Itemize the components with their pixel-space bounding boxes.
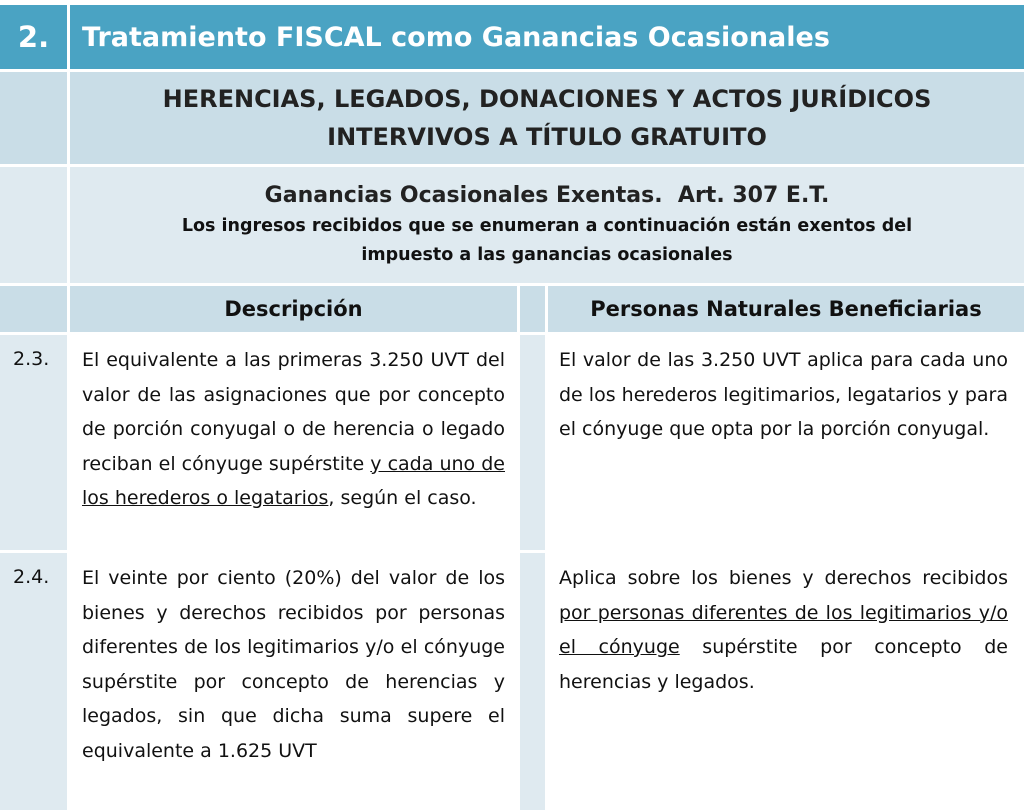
exempt-row	[0, 167, 1024, 283]
row-beneficiaries	[548, 553, 1024, 810]
column-header-num-cell	[0, 286, 67, 332]
row-description	[70, 553, 517, 810]
row-number: 2.3.	[0, 335, 67, 550]
column-header-row	[0, 286, 1024, 332]
row-spacer	[520, 553, 545, 810]
table-row	[0, 553, 1024, 810]
column-header-spacer	[520, 286, 545, 332]
row-beneficiaries	[548, 335, 1024, 550]
page-title: Tratamiento FISCAL como Ganancias Ocasionales	[70, 5, 1024, 69]
row-description-text: El veinte por ciento (20%) del valor de los bienes y derechos recibidos por personas diferentes de los legitimarios y/o el cónyuge supérstite por concepto de herencias y legados, sin que dicha suma supere el equivalente a 1.625 UVT	[82, 567, 505, 762]
header-bar	[0, 5, 1024, 69]
section-number: 2.	[0, 5, 67, 69]
section-title-line2: INTERVIVOS A TÍTULO GRATUITO	[327, 123, 767, 151]
section-title-row	[0, 72, 1024, 164]
table-row	[0, 335, 1024, 550]
section-title-num-cell	[0, 72, 67, 164]
row-spacer	[520, 335, 545, 550]
row-description-tail: , según el caso.	[328, 487, 477, 509]
exempt-cell	[70, 167, 1024, 283]
exempt-num-cell	[0, 167, 67, 283]
section-title-line1: HERENCIAS, LEGADOS, DONACIONES Y ACTOS JURÍDICOS	[162, 85, 932, 113]
exempt-title: Ganancias Ocasionales Exentas. Art. 307 E.T.	[264, 183, 830, 208]
row-beneficiaries-underlined: por personas diferentes de los legitimarios y/o el cónyuge	[559, 601, 1008, 658]
exempt-line1: Los ingresos recibidos que se enumeran a continuación están exentos del	[181, 216, 913, 236]
column-header-beneficiaries: Personas Naturales Beneficiarias	[548, 286, 1024, 332]
section-title-cell	[70, 72, 1024, 164]
column-header-description: Descripción	[70, 286, 517, 332]
row-beneficiaries-text: Aplica sobre los bienes y derechos recibidos	[559, 567, 1008, 589]
row-beneficiaries-tail: supérstite por concepto de herencias y legados.	[559, 636, 1008, 693]
row-beneficiaries-text: El valor de las 3.250 UVT aplica para cada uno de los herederos legitimarios, legatarios y para el cónyuge que opta por la porción conyugal.	[559, 349, 1008, 440]
row-number: 2.4.	[0, 553, 67, 810]
exempt-line2: impuesto a las ganancias ocasionales	[361, 245, 733, 265]
row-description-text: El equivalente a las primeras 3.250 UVT del valor de las asignaciones que por concepto de porción conyugal o de herencia o legado reciban el cónyuge supérstite	[82, 349, 505, 475]
row-description	[70, 335, 517, 550]
row-description-underlined: y cada uno de los herederos o legatarios	[82, 452, 505, 509]
